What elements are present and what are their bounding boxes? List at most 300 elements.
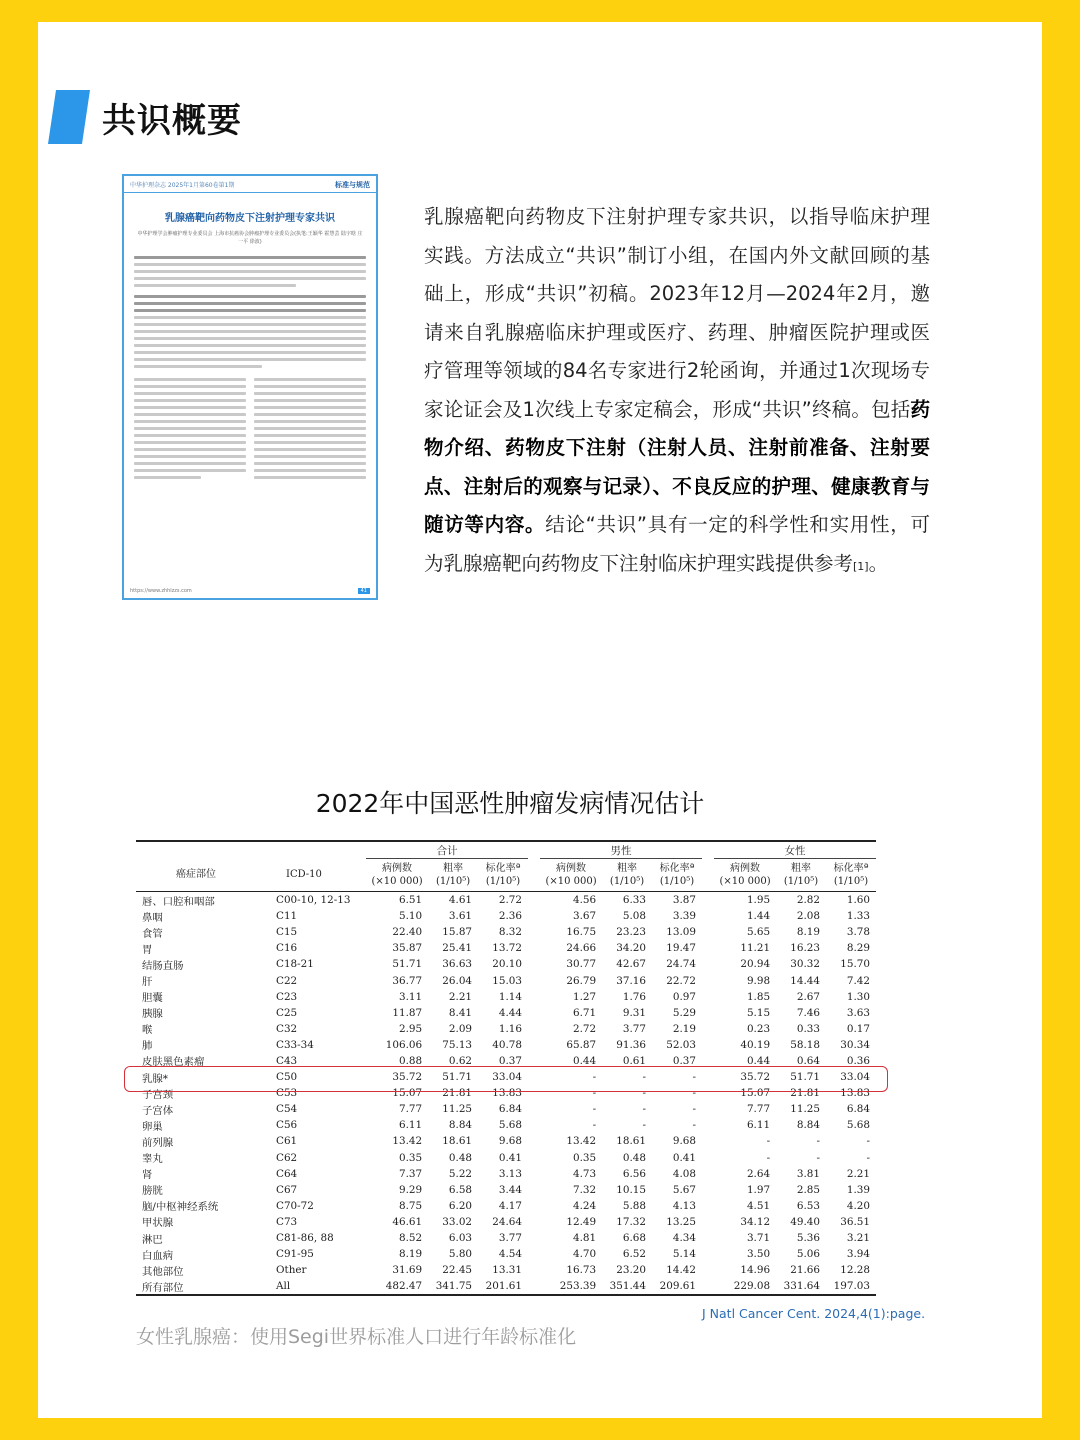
sub-header-cases: 病例数 (×10 000) — [366, 859, 428, 892]
table-row — [136, 940, 876, 956]
value-cell: - — [692, 1103, 696, 1116]
value-cell: 8.84 — [448, 1119, 473, 1132]
value-cell: 0.62 — [448, 1054, 473, 1067]
value-cell: 8.75 — [398, 1199, 423, 1212]
column-gap — [702, 1133, 714, 1149]
column-gap — [702, 1021, 714, 1037]
value-cell: 24.64 — [492, 1215, 522, 1228]
value-cell: - — [766, 1151, 771, 1164]
column-gap — [702, 1246, 714, 1262]
value-cell: 14.44 — [790, 974, 821, 987]
value-cell: 21.66 — [790, 1264, 821, 1277]
column-gap — [702, 1278, 714, 1295]
value-cell: 3.21 — [846, 1232, 870, 1245]
cancer-site-cell: 唇、口腔和咽部 — [142, 895, 215, 908]
value-cell: 36.77 — [392, 974, 423, 987]
value-cell: 13.09 — [666, 926, 696, 939]
icd-code-cell: C11 — [276, 910, 298, 923]
cancer-site-cell: 乳腺* — [142, 1072, 168, 1085]
thumbnail-url: https://www.zhhlzzs.com — [130, 588, 192, 594]
value-cell: 4.17 — [498, 1199, 522, 1212]
value-cell: - — [692, 1119, 696, 1132]
summary-reference: [1] — [853, 559, 869, 573]
paper-thumbnail — [122, 174, 378, 600]
cancer-site-cell: 胃 — [142, 943, 153, 956]
value-cell: 33.02 — [442, 1215, 473, 1228]
value-cell: 4.56 — [572, 894, 597, 907]
value-cell: 9.68 — [672, 1135, 696, 1148]
value-cell: 3.61 — [448, 910, 473, 923]
column-gap — [702, 1230, 714, 1246]
sub-header-crude-rate: 粗率 (1/10⁵) — [428, 859, 478, 892]
column-gap — [528, 924, 540, 940]
column-gap — [702, 1182, 714, 1198]
icd-code-cell: C16 — [276, 942, 298, 955]
summary-bold-part: 药物介绍、药物皮下注射（注射人员、注射前准备、注射要点、注射后的观察与记录）、不良反应的护理、健康教育与随访等内容。 — [424, 397, 930, 536]
sub-header-crude-rate: 粗率 (1/10⁵) — [776, 859, 826, 892]
table-body — [136, 892, 876, 1296]
value-cell: 24.74 — [666, 958, 696, 971]
cancer-site-cell: 其他部位 — [142, 1265, 184, 1278]
value-cell: - — [866, 1135, 870, 1148]
cancer-site-cell: 脑/中枢神经系统 — [142, 1201, 219, 1214]
value-cell: 21.81 — [442, 1087, 473, 1100]
value-cell: 6.84 — [498, 1103, 522, 1116]
icd-code-cell: C81-86, 88 — [276, 1232, 334, 1245]
value-cell: 12.28 — [840, 1264, 870, 1277]
value-cell: 51.71 — [392, 958, 423, 971]
value-cell: 34.12 — [740, 1215, 771, 1228]
value-cell: 6.84 — [846, 1103, 870, 1116]
value-cell: 11.87 — [392, 1006, 423, 1019]
cancer-site-cell: 喉 — [142, 1024, 153, 1037]
column-gap — [528, 1278, 540, 1295]
value-cell: 0.48 — [622, 1151, 647, 1164]
value-cell: 201.61 — [478, 1278, 528, 1295]
value-cell: 197.03 — [826, 1278, 876, 1295]
value-cell: 2.67 — [796, 990, 821, 1003]
value-cell: 0.41 — [498, 1151, 522, 1164]
heading-accent-bar — [48, 90, 90, 144]
column-gap — [702, 956, 714, 972]
value-cell: 3.78 — [846, 926, 870, 939]
value-cell: 15.03 — [492, 974, 522, 987]
value-cell: 40.19 — [740, 1038, 771, 1051]
thumbnail-page-number: 41 — [358, 588, 370, 594]
value-cell: 91.36 — [616, 1038, 647, 1051]
summary-part-1: 乳腺癌靶向药物皮下注射护理专家共识，以指导临床护理实践。方法成立“共识”制订小组，在国内外文献回顾的基础上，形成“共识”初稿。2023年12月—2024年2月，邀请来自乳腺癌临床护理或医疗、药理、肿瘤医院护理或医疗管理等领域的84名专家进行2轮函询，并通过1次现场专家论证会及1次线上专家定稿会，形成“共识”终稿。包括 — [424, 205, 930, 421]
value-cell: 2.21 — [448, 990, 473, 1003]
table-row — [136, 1246, 876, 1262]
sub-header-asr: 标化率ª (1/10⁵) — [478, 859, 528, 892]
table-subheader-row — [136, 859, 876, 892]
value-cell: 13.25 — [666, 1215, 696, 1228]
cancer-site-cell: 睾丸 — [142, 1153, 163, 1166]
column-gap — [528, 972, 540, 988]
cancer-site-cell: 前列腺 — [142, 1136, 174, 1149]
value-cell: 3.13 — [498, 1167, 522, 1180]
value-cell: 4.81 — [572, 1232, 597, 1245]
value-cell: 2.85 — [796, 1183, 821, 1196]
section-title: 共识概要 — [102, 100, 242, 141]
value-cell: - — [592, 1087, 597, 1100]
cancer-site-cell: 食管 — [142, 927, 163, 940]
value-cell: 8.19 — [398, 1248, 423, 1261]
column-gap — [702, 892, 714, 909]
value-cell: 7.42 — [846, 974, 870, 987]
value-cell: 15.70 — [840, 958, 870, 971]
value-cell: 5.68 — [846, 1119, 870, 1132]
value-cell: 2.64 — [746, 1167, 771, 1180]
value-cell: 5.36 — [796, 1232, 821, 1245]
column-gap — [528, 1166, 540, 1182]
value-cell: 2.19 — [672, 1022, 696, 1035]
value-cell: 6.03 — [448, 1232, 473, 1245]
value-cell: 26.04 — [442, 974, 473, 987]
value-cell: 9.68 — [498, 1135, 522, 1148]
value-cell: 14.96 — [740, 1264, 771, 1277]
cancer-site-cell: 皮肤黑色素瘤 — [142, 1056, 205, 1069]
value-cell: 12.49 — [566, 1215, 597, 1228]
cancer-site-cell: 子宫体 — [142, 1104, 174, 1117]
value-cell: - — [642, 1103, 647, 1116]
column-gap — [528, 1198, 540, 1214]
value-cell: 0.48 — [448, 1151, 473, 1164]
paper-authors: 中华护理学会肿瘤护理专业委员会 上海市抗癌协会肿瘤护理专业委员会(执笔:王颖华 霍慧芸 陆宇晗 庄一平 徐波) — [137, 231, 363, 245]
value-cell: 15.07 — [740, 1087, 771, 1100]
value-cell: 6.33 — [622, 894, 647, 907]
value-cell: 3.81 — [796, 1167, 821, 1180]
content-card — [38, 22, 1042, 1418]
value-cell: 6.53 — [796, 1199, 821, 1212]
value-cell: 30.32 — [790, 958, 821, 971]
table-row — [136, 1101, 876, 1117]
column-gap — [528, 1021, 540, 1037]
value-cell: - — [816, 1151, 821, 1164]
value-cell: 13.42 — [566, 1135, 597, 1148]
value-cell: 46.61 — [392, 1215, 423, 1228]
icd-code-cell: C91-95 — [276, 1248, 314, 1261]
icd-code-cell: C56 — [276, 1119, 298, 1132]
table-row — [136, 1117, 876, 1133]
value-cell: 6.11 — [398, 1119, 423, 1132]
value-cell: 22.45 — [442, 1264, 473, 1277]
cancer-site-cell: 肺 — [142, 1040, 153, 1053]
value-cell: 2.08 — [796, 910, 821, 923]
sub-header-cases: 病例数 (×10 000) — [540, 859, 602, 892]
value-cell: 482.47 — [366, 1278, 428, 1295]
table-row — [136, 956, 876, 972]
value-cell: 5.67 — [672, 1183, 696, 1196]
sub-header-asr: 标化率ª (1/10⁵) — [826, 859, 876, 892]
value-cell: 209.61 — [652, 1278, 702, 1295]
value-cell: 8.84 — [796, 1119, 821, 1132]
cancer-site-cell: 淋巴 — [142, 1233, 163, 1246]
value-cell: 11.25 — [442, 1103, 473, 1116]
value-cell: 65.87 — [566, 1038, 597, 1051]
icd-code-cell: Other — [276, 1264, 307, 1277]
icd-code-cell: C50 — [276, 1071, 298, 1084]
value-cell: 2.95 — [398, 1022, 423, 1035]
value-cell: 26.79 — [566, 974, 597, 987]
value-cell: 0.61 — [622, 1054, 647, 1067]
value-cell: 3.87 — [672, 894, 696, 907]
value-cell: 6.56 — [622, 1167, 647, 1180]
value-cell: 3.67 — [572, 910, 597, 923]
value-cell: - — [592, 1071, 597, 1084]
icd-code-cell: C23 — [276, 990, 298, 1003]
value-cell: 6.52 — [622, 1248, 647, 1261]
table-row — [136, 1198, 876, 1214]
value-cell: 7.77 — [398, 1103, 423, 1116]
icd-code-cell: C15 — [276, 926, 298, 939]
value-cell: 13.72 — [492, 942, 522, 955]
value-cell: 4.61 — [448, 894, 473, 907]
value-cell: 1.60 — [846, 894, 870, 907]
column-gap — [702, 972, 714, 988]
value-cell: 0.37 — [498, 1054, 522, 1067]
icd-code-cell: C43 — [276, 1054, 298, 1067]
value-cell: 13.83 — [492, 1087, 522, 1100]
table-row — [136, 924, 876, 940]
value-cell: - — [766, 1135, 771, 1148]
value-cell: 20.10 — [492, 958, 522, 971]
value-cell: 4.34 — [672, 1232, 696, 1245]
summary-text — [424, 198, 930, 586]
icd-code-cell: C25 — [276, 1006, 298, 1019]
value-cell: 6.71 — [572, 1006, 597, 1019]
table-title: 2022年中国恶性肿瘤发病情况估计 — [315, 789, 705, 818]
value-cell: 4.08 — [672, 1167, 696, 1180]
value-cell: 3.77 — [498, 1232, 522, 1245]
icd-code-cell: C64 — [276, 1167, 298, 1180]
value-cell: 35.72 — [392, 1071, 423, 1084]
column-gap — [528, 1246, 540, 1262]
sub-header-cases: 病例数 (×10 000) — [714, 859, 776, 892]
value-cell: 1.85 — [746, 990, 771, 1003]
value-cell: 0.36 — [846, 1054, 870, 1067]
value-cell: 1.39 — [846, 1183, 870, 1196]
value-cell: 0.37 — [672, 1054, 696, 1067]
section-heading — [48, 90, 242, 144]
value-cell: 351.44 — [602, 1278, 652, 1295]
value-cell: 2.72 — [572, 1022, 597, 1035]
cancer-site-cell: 甲状腺 — [142, 1217, 174, 1230]
value-cell: 36.51 — [840, 1215, 870, 1228]
value-cell: 229.08 — [714, 1278, 776, 1295]
sub-header-crude-rate: 粗率 (1/10⁵) — [602, 859, 652, 892]
table-row — [136, 1262, 876, 1278]
value-cell: 0.41 — [672, 1151, 696, 1164]
column-gap — [528, 1037, 540, 1053]
value-cell: 6.51 — [398, 894, 423, 907]
value-cell: 15.87 — [442, 926, 473, 939]
column-gap — [528, 1230, 540, 1246]
value-cell: 2.72 — [498, 894, 522, 907]
body-columns — [134, 378, 366, 483]
value-cell: 0.44 — [746, 1054, 771, 1067]
value-cell: 8.29 — [846, 942, 870, 955]
value-cell: 37.16 — [616, 974, 647, 987]
group-header-female: 女性 — [714, 841, 876, 859]
column-gap — [528, 1182, 540, 1198]
value-cell: 4.54 — [498, 1248, 522, 1261]
value-cell: 24.66 — [566, 942, 597, 955]
cancer-site-cell: 膀胱 — [142, 1185, 163, 1198]
table-row — [136, 1214, 876, 1230]
value-cell: 11.25 — [790, 1103, 821, 1116]
value-cell: 7.46 — [796, 1006, 821, 1019]
thumbnail-header — [124, 176, 376, 193]
value-cell: 3.39 — [672, 910, 696, 923]
col-site-header: 癌症部位 — [136, 859, 236, 892]
column-gap — [702, 989, 714, 1005]
value-cell: 22.40 — [392, 926, 423, 939]
value-cell: 23.23 — [616, 926, 647, 939]
value-cell: 4.70 — [572, 1248, 597, 1261]
value-cell: 0.35 — [572, 1151, 597, 1164]
cancer-site-cell: 鼻咽 — [142, 911, 163, 924]
table-row — [136, 1182, 876, 1198]
value-cell: 3.50 — [746, 1248, 771, 1261]
value-cell: 4.44 — [498, 1006, 522, 1019]
value-cell: 5.68 — [498, 1119, 522, 1132]
value-cell: 1.30 — [846, 990, 870, 1003]
value-cell: 3.63 — [846, 1006, 870, 1019]
value-cell: - — [642, 1119, 647, 1132]
value-cell: 1.97 — [746, 1183, 771, 1196]
value-cell: 16.73 — [566, 1264, 597, 1277]
value-cell: 5.10 — [398, 910, 423, 923]
value-cell: 3.71 — [746, 1232, 771, 1245]
value-cell: 6.20 — [448, 1199, 473, 1212]
column-gap — [528, 940, 540, 956]
table-row — [136, 1005, 876, 1021]
value-cell: 31.69 — [392, 1264, 423, 1277]
table-row — [136, 1133, 876, 1149]
value-cell: 2.82 — [796, 894, 821, 907]
value-cell: 1.44 — [746, 910, 771, 923]
table-row — [136, 1021, 876, 1037]
column-gap — [528, 1262, 540, 1278]
value-cell: 5.14 — [672, 1248, 696, 1261]
value-cell: 6.68 — [622, 1232, 647, 1245]
value-cell: 33.04 — [840, 1071, 870, 1084]
value-cell: 5.80 — [448, 1248, 473, 1261]
value-cell: 5.29 — [672, 1006, 696, 1019]
value-cell: 17.32 — [616, 1215, 647, 1228]
value-cell: 5.65 — [746, 926, 771, 939]
value-cell: 106.06 — [385, 1038, 423, 1051]
value-cell: 16.75 — [566, 926, 597, 939]
journal-header: 中华护理杂志 2025年1月第60卷第1期 — [130, 182, 235, 189]
icd-code-cell: C22 — [276, 974, 298, 987]
column-gap — [528, 1214, 540, 1230]
table-footnote: 女性乳腺癌：使用Segi世界标准人口进行年龄标准化 — [136, 1326, 577, 1348]
value-cell: 13.42 — [392, 1135, 423, 1148]
table-group-header-row — [136, 841, 876, 859]
value-cell: 8.19 — [796, 926, 821, 939]
icd-code-cell: C61 — [276, 1135, 298, 1148]
column-gap — [702, 1262, 714, 1278]
table-row — [136, 972, 876, 988]
value-cell: 4.73 — [572, 1167, 597, 1180]
value-cell: 9.29 — [398, 1183, 423, 1196]
value-cell: 16.23 — [790, 942, 821, 955]
column-gap — [702, 1101, 714, 1117]
paper-title: 乳腺癌靶向药物皮下注射护理专家共识 — [165, 213, 335, 224]
value-cell: 11.21 — [740, 942, 771, 955]
value-cell: 51.71 — [790, 1071, 821, 1084]
column-gap — [528, 989, 540, 1005]
value-cell: 25.41 — [442, 942, 473, 955]
abstract-lines — [134, 256, 366, 368]
value-cell: 7.77 — [746, 1103, 771, 1116]
icd-code-cell: C18-21 — [276, 958, 314, 971]
icd-code-cell: C70-72 — [276, 1199, 314, 1212]
column-gap — [528, 1005, 540, 1021]
value-cell: 30.34 — [840, 1038, 870, 1051]
icd-code-cell: C73 — [276, 1215, 298, 1228]
cancer-site-cell: 子宫颈 — [142, 1088, 174, 1101]
value-cell: 52.03 — [666, 1038, 696, 1051]
value-cell: - — [692, 1071, 696, 1084]
table-row — [136, 989, 876, 1005]
table-row — [136, 1150, 876, 1166]
value-cell: 1.27 — [572, 990, 597, 1003]
value-cell: 8.32 — [498, 926, 522, 939]
thumbnail-footer — [130, 588, 370, 594]
value-cell: - — [642, 1071, 647, 1084]
value-cell: 0.23 — [746, 1022, 771, 1035]
value-cell: 9.98 — [746, 974, 771, 987]
value-cell: - — [592, 1119, 597, 1132]
column-gap — [702, 908, 714, 924]
icd-code-cell: C00-10, 12-13 — [276, 894, 351, 907]
cancer-site-cell: 白血病 — [142, 1249, 174, 1262]
column-gap — [528, 892, 540, 909]
column-gap — [702, 924, 714, 940]
value-cell: 19.47 — [666, 942, 696, 955]
icd-code-cell: C53 — [276, 1087, 298, 1100]
column-gap — [702, 1214, 714, 1230]
value-cell: 51.71 — [442, 1071, 473, 1084]
value-cell: 0.88 — [398, 1054, 423, 1067]
column-gap — [702, 1150, 714, 1166]
breast-row-highlight — [124, 1066, 888, 1092]
value-cell: 253.39 — [540, 1278, 602, 1295]
value-cell: 13.83 — [840, 1087, 870, 1100]
value-cell: 0.64 — [796, 1054, 821, 1067]
value-cell: - — [866, 1151, 870, 1164]
value-cell: 23.20 — [616, 1264, 647, 1277]
value-cell: 2.09 — [448, 1022, 473, 1035]
column-gap — [702, 940, 714, 956]
value-cell: - — [592, 1103, 597, 1116]
icd-code-cell: C33-34 — [276, 1038, 314, 1051]
value-cell: 58.18 — [790, 1038, 821, 1051]
column-gap — [702, 1005, 714, 1021]
value-cell: 9.31 — [622, 1006, 647, 1019]
value-cell: 13.31 — [492, 1264, 522, 1277]
value-cell: 1.95 — [746, 894, 771, 907]
value-cell: 5.88 — [622, 1199, 647, 1212]
value-cell: 6.11 — [746, 1119, 771, 1132]
value-cell: 1.14 — [498, 990, 522, 1003]
table-row — [136, 892, 876, 909]
value-cell: 6.58 — [448, 1183, 473, 1196]
table-row — [136, 1230, 876, 1246]
